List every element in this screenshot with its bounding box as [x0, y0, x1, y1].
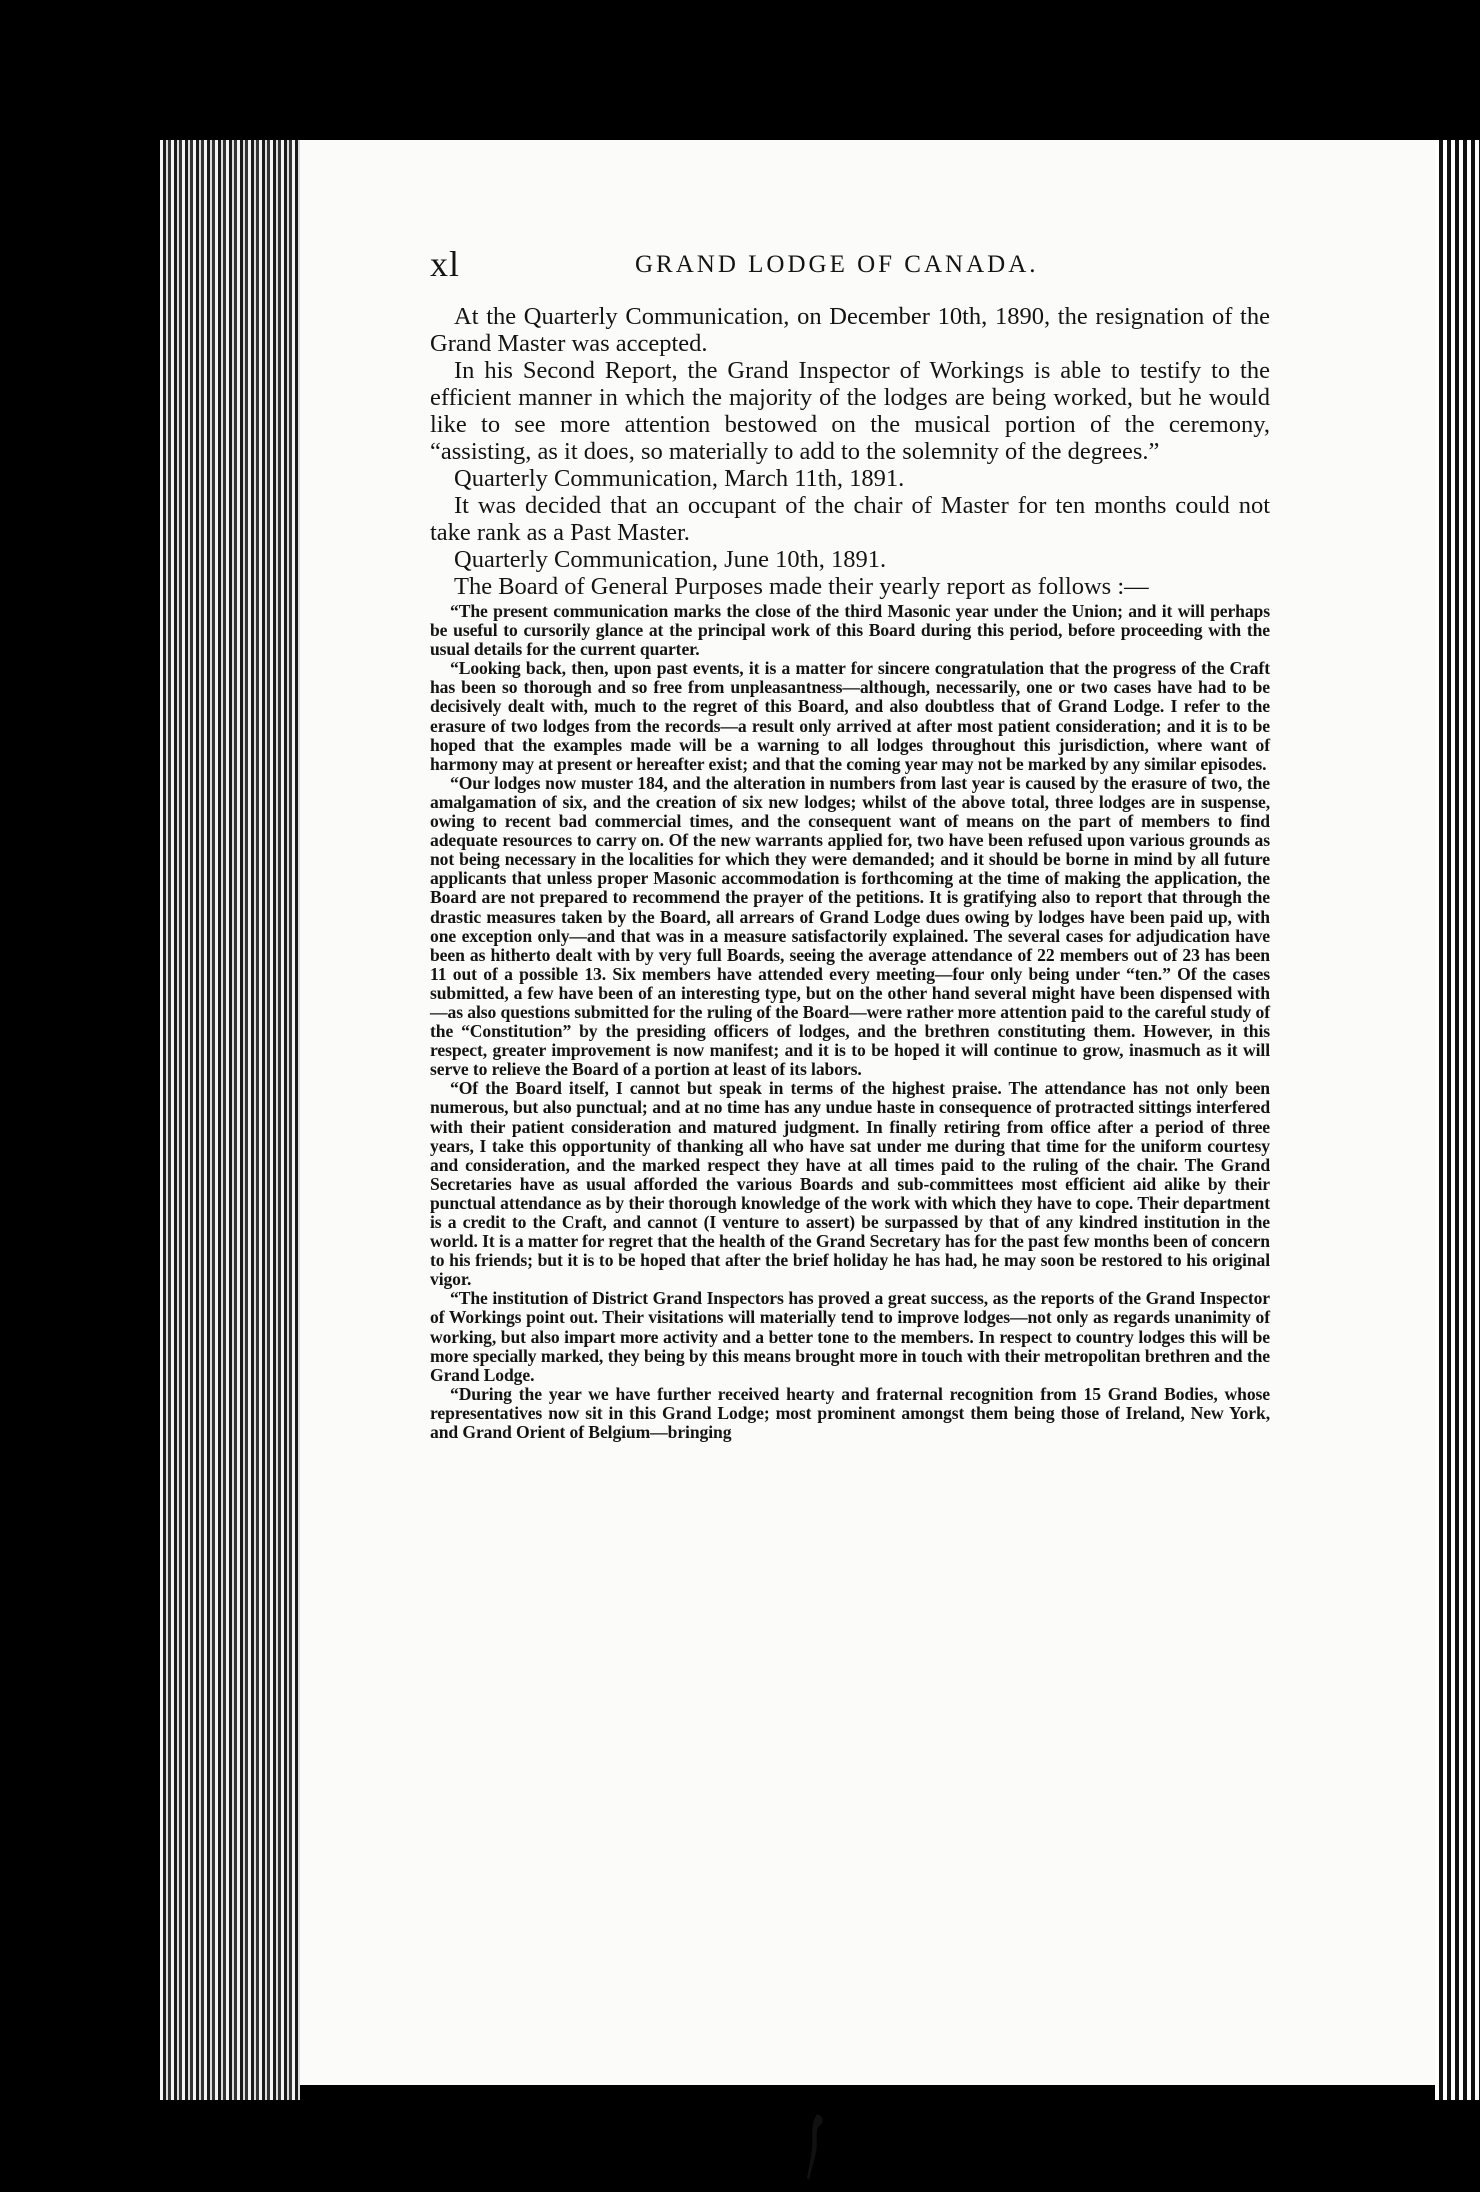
- large-type-section: [430, 303, 1270, 600]
- report-quotation: [430, 602, 1270, 1442]
- paragraph: Quarterly Communication, March 11th, 1891.: [454, 465, 905, 492]
- page-number: xl: [430, 244, 461, 284]
- page-header: [430, 243, 1380, 283]
- paragraph: At the Quarterly Communication, on December 10th, 1890, the resignation of the Grand Master was accepted.: [430, 303, 1270, 357]
- running-title: GRAND LODGE OF CANADA.: [635, 251, 1039, 278]
- book-page: [300, 140, 1435, 2085]
- scan-background-top: [0, 0, 1480, 140]
- quoted-paragraph: “The present communication marks the close of the third Masonic year under the Union; and it will perhaps be useful to cursorily glance at the principal work of this Board during this period, before proceeding with the usual details for the current quarter.: [430, 601, 1270, 660]
- paragraph: Quarterly Communication, June 10th, 1891.: [454, 546, 887, 573]
- paragraph: The Board of General Purposes made their yearly report as follows :—: [454, 573, 1149, 600]
- page-body: [430, 303, 1270, 1442]
- quoted-paragraph: “Of the Board itself, I cannot but speak in terms of the highest praise. The attendance has not only been numerous, but also punctual; and at no time has any undue haste in consequence of protracted sittings interfered with their patient consideration and matured judgment. In finally retiring from office after a period of three years, I take this opportunity of thanking all who have sat under me during that time for the uniform courtesy and consideration, and the marked respect they have at all times paid to the ruling of the chair. The Grand Secretaries have as usual afforded the various Boards and sub-committees most efficient aid alike by their punctual attendance as by their thorough knowledge of the work with which they have to cope. Their department is a credit to the Craft, and cannot (I venture to assert) be surpassed by that of any kindred institution in the world. It is a matter for regret that the health of the Grand Secretary has for the past few months been of concern to his friends; but it is to be hoped that after the brief holiday he has had, he may soon be restored to his original vigor.: [430, 1078, 1270, 1290]
- paragraph: It was decided that an occupant of the chair of Master for ten months could not take rank as a Past Master.: [430, 492, 1270, 546]
- quoted-paragraph: “During the year we have further received hearty and fraternal recognition from 15 Grand Bodies, whose representatives now sit in this Grand Lodge; most prominent amongst them being those of Ireland, New York, and Grand Orient of Belgium—bringing: [430, 1383, 1270, 1443]
- quoted-paragraph: “The institution of District Grand Inspectors has proved a great success, as the reports of the Grand Inspector of Workings point out. Their visitations will materially tend to improve lodges—not only as regards unanimity of working, but also impart more activity and a better tone to the members. In respect to country lodges this will be more specially marked, they being by this means brought more in touch with their metropolitan brethren and the Grand Lodge.: [430, 1288, 1270, 1385]
- paragraph: In his Second Report, the Grand Inspector of Workings is able to testify to the efficient manner in which the majority of the lodges are being worked, but he would like to see more attention bestowed on the musical portion of the ceremony, “assisting, as it does, so materially to add to the solemnity of the degrees.”: [430, 357, 1270, 465]
- scan-right-border: [1435, 140, 1480, 2100]
- quoted-paragraph: “Our lodges now muster 184, and the alteration in numbers from last year is caused by the erasure of two, the amalgamation of six, and the creation of six new lodges; whilst of the above total, three lodges are in suspense, owing to recent bad commercial times, and the consequent want of means on the part of members to find adequate resources to carry on. Of the new warrants applied for, two have been refused upon various grounds as not being necessary in the localities for which they were demanded; and it should be borne in mind by all future applicants that unless proper Masonic accommodation is forthcoming at the time of making the application, the Board are not prepared to recommend the prayer of the petitions. It is gratifying also to report that through the drastic measures taken by the Board, all arrears of Grand Lodge dues owing by lodges have been paid up, with one exception only—and that was in a measure satisfactorily explained. The several cases for adjudication have been as hitherto dealt with by very full Boards, seeing the average attendance of 22 members out of 23 has been 11 out of a possible 13. Six members have attended every meeting—four only being under “ten.” Of the cases submitted, a few have been of an interesting type, but on the other hand several might have been dispensed with—as also questions submitted for the ruling of the Board—were rather more attention paid to the careful study of the “Constitution” by the presiding officers of lodges, and the brethren constituting them. However, in this respect, greater improvement is now manifest; and it is to be hoped it will continue to grow, inasmuch as it will serve to relieve the Board of a portion at least of its labors.: [430, 772, 1270, 1080]
- quoted-paragraph: “Looking back, then, upon past events, it is a matter for sincere congratulation that the progress of the Craft has been so thorough and so free from unpleasantness—although, necessarily, one or two cases have had to be decisively dealt with, much to the regret of this Board, and also doubtless that of Grand Lodge. I refer to the erasure of two lodges from the records—a result only arrived at after most patient consideration; and it is to be hoped that the examples made will be a warning to all lodges throughout this jurisdiction, where want of harmony may at present or hereafter exist; and that the coming year may not be marked by any similar episodes.: [430, 658, 1270, 774]
- ink-mark: [805, 2112, 819, 2182]
- book-page-edges: [160, 140, 300, 2100]
